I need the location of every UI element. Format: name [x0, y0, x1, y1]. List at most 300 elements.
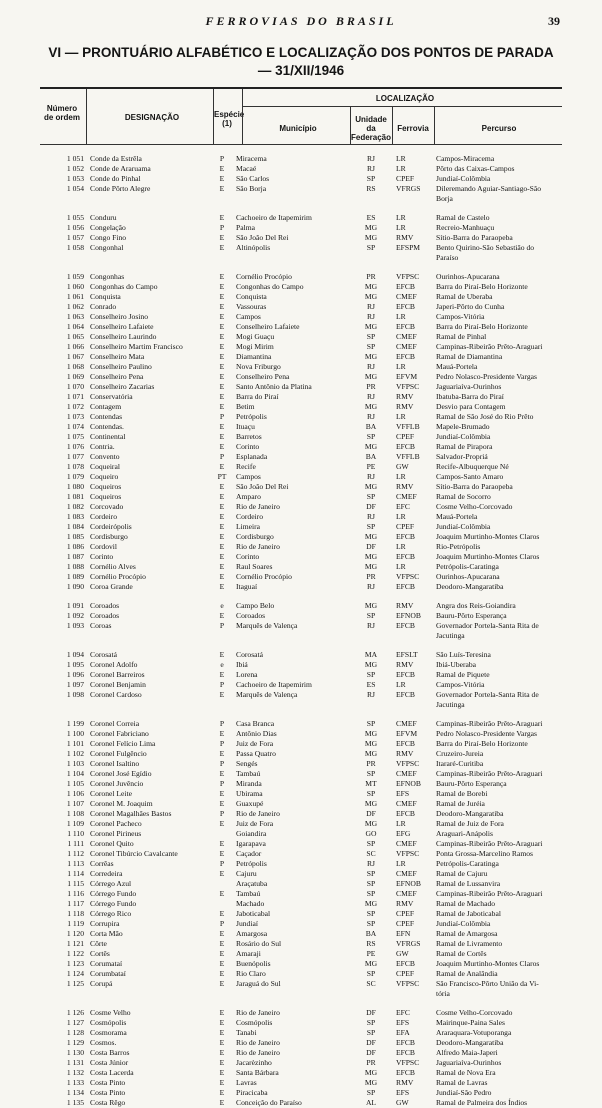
- cell-ferrovia: RMV: [396, 601, 414, 610]
- table-row: [0, 601, 602, 611]
- cell-designacao: Convento: [90, 452, 120, 461]
- cell-municipio: São Borja: [236, 184, 267, 193]
- cell-designacao: Congonhas: [90, 272, 125, 281]
- cell-especie: P: [219, 719, 225, 728]
- cell-numero: 1 061: [66, 292, 84, 301]
- table-row: [0, 769, 602, 779]
- cell-designacao: Conselheiro Martim Francisco: [90, 342, 183, 351]
- cell-especie: E: [219, 522, 225, 531]
- cell-percurso: Petrópolis-Caratinga: [436, 562, 499, 571]
- cell-percurso: Jundiaí-Colômbia: [436, 174, 491, 183]
- cell-municipio: Macaé: [236, 164, 257, 173]
- cell-unidade: SP: [366, 969, 376, 978]
- table-row: [0, 869, 602, 879]
- table-row: [0, 729, 602, 739]
- cell-municipio: Jundiaí: [236, 919, 258, 928]
- cell-designacao: Congonhas do Campo: [90, 282, 158, 291]
- cell-ferrovia: CMEF: [396, 869, 417, 878]
- cell-ferrovia: RMV: [396, 749, 414, 758]
- cell-designacao: Coronel Adolfo: [90, 660, 138, 669]
- cell-numero: 1 111: [67, 839, 84, 848]
- cell-numero: 1 128: [66, 1028, 84, 1037]
- cell-especie: E: [219, 552, 225, 561]
- cell-ferrovia: VFFLB: [396, 422, 420, 431]
- cell-especie: PT: [217, 472, 227, 481]
- cell-numero: 1 117: [67, 899, 84, 908]
- cell-municipio: Ituaçu: [236, 422, 255, 431]
- cell-municipio: São João Del Rei: [236, 482, 289, 491]
- cell-numero: 1 132: [66, 1068, 84, 1077]
- table-row: [0, 759, 602, 769]
- cell-ferrovia: VFPSC: [396, 572, 420, 581]
- cell-percurso: Pedro Nolasco-Presidente Vargas: [436, 729, 537, 738]
- cell-ferrovia: EFS: [396, 1018, 410, 1027]
- cell-unidade: RJ: [366, 312, 376, 321]
- cell-municipio: Congonhas do Campo: [236, 282, 304, 291]
- cell-municipio: Guaxupé: [236, 799, 264, 808]
- cell-percurso: Joaquim Murtinho-Montes Claros: [436, 532, 540, 541]
- cell-municipio: Rosário do Sul: [236, 939, 282, 948]
- cell-percurso: Ramal de Jaboticabal: [436, 909, 501, 918]
- cell-percurso: Bauru-Pôrto Esperança: [436, 779, 507, 788]
- cell-percurso: Paraíso: [436, 253, 459, 262]
- cell-especie: E: [219, 542, 225, 551]
- cell-designacao: Conselheiro Paulino: [90, 362, 152, 371]
- cell-percurso: Ramal de Cortês: [436, 949, 487, 958]
- cell-designacao: Cosmorama: [90, 1028, 127, 1037]
- cell-numero: 1 199: [66, 719, 84, 728]
- cell-percurso: Campinas-Ribeirão Prêto-Araguari: [436, 889, 543, 898]
- cell-percurso: Campinas-Ribeirão Prêto-Araguari: [436, 342, 543, 351]
- table-row: [0, 154, 602, 164]
- cell-especie: P: [219, 452, 225, 461]
- cell-ferrovia: CPEF: [396, 522, 415, 531]
- cell-percurso: Campos-Santo Amaro: [436, 472, 504, 481]
- cell-especie: E: [219, 302, 225, 311]
- cell-designacao: Coronel Benjamin: [90, 680, 146, 689]
- cell-numero: 1 067: [66, 352, 84, 361]
- cell-percurso: São Luís-Teresina: [436, 650, 491, 659]
- cell-unidade: MG: [364, 729, 378, 738]
- cell-ferrovia: GW: [396, 462, 409, 471]
- cell-numero: 1 094: [66, 650, 84, 659]
- table-row: [0, 1008, 602, 1018]
- cell-ferrovia: LR: [396, 213, 406, 222]
- cell-ferrovia: VFRGS: [396, 184, 421, 193]
- cell-ferrovia: EFCB: [396, 739, 415, 748]
- cell-numero: 1 093: [66, 621, 84, 630]
- cell-unidade: MG: [364, 372, 378, 381]
- cell-percurso: Ramal de Lavras: [436, 1078, 488, 1087]
- cell-ferrovia: CMEF: [396, 839, 417, 848]
- cell-municipio: Ibiá: [236, 660, 248, 669]
- cell-percurso: Ramal de Lussanvira: [436, 879, 501, 888]
- table-top-rule: [40, 87, 562, 89]
- cell-municipio: Juiz de Fora: [236, 739, 274, 748]
- cell-numero: 1 080: [66, 482, 84, 491]
- cell-ferrovia: VFPSC: [396, 272, 420, 281]
- cell-unidade: SP: [366, 611, 376, 620]
- cell-especie: E: [219, 1048, 225, 1057]
- cell-especie: e: [220, 660, 224, 669]
- cell-municipio: Cajuru: [236, 869, 257, 878]
- table-row: [0, 502, 602, 512]
- cell-ferrovia: EFCB: [396, 670, 415, 679]
- cell-percurso: Jacutinga: [436, 631, 465, 640]
- table-row: [0, 522, 602, 532]
- cell-numero: 1 086: [66, 542, 84, 551]
- cell-designacao: Corrupira: [90, 919, 120, 928]
- table-row: [0, 859, 602, 869]
- cell-designacao: Corumataí: [90, 959, 123, 968]
- cell-unidade: PR: [366, 272, 376, 281]
- cell-percurso: Pedro Nolasco-Presidente Vargas: [436, 372, 537, 381]
- cell-unidade: RJ: [366, 512, 376, 521]
- cell-especie: E: [219, 690, 225, 699]
- cell-designacao: Corrêas: [90, 859, 114, 868]
- cell-municipio: São Carlos: [236, 174, 270, 183]
- cell-numero: 1 122: [66, 949, 84, 958]
- cell-designacao: Cordeirópolis: [90, 522, 132, 531]
- table-row: [0, 739, 602, 749]
- cell-especie: E: [219, 532, 225, 541]
- cell-especie: E: [219, 233, 225, 242]
- cell-especie: E: [219, 432, 225, 441]
- cell-numero: 1 081: [66, 492, 84, 501]
- table-row: [0, 362, 602, 372]
- cell-designacao: Conde da Estrêla: [90, 154, 142, 163]
- cell-designacao: Contria.: [90, 442, 115, 451]
- cell-unidade: GO: [365, 829, 377, 838]
- table-row: [0, 1028, 602, 1038]
- header-ferrovia: Ferrovia: [397, 124, 429, 133]
- table-row: [0, 1078, 602, 1088]
- cell-numero: 1 054: [66, 184, 84, 193]
- cell-designacao: Córrego Rico: [90, 909, 132, 918]
- cell-designacao: Coronel Pacheco: [90, 819, 142, 828]
- cell-designacao: Conde de Araruama: [90, 164, 151, 173]
- cell-municipio: Juiz de Fora: [236, 819, 274, 828]
- cell-designacao: Cosmos.: [90, 1038, 117, 1047]
- cell-designacao: Coronel José Egídio: [90, 769, 152, 778]
- cell-municipio: Miranda: [236, 779, 262, 788]
- cell-designacao: Coronel Correia: [90, 719, 140, 728]
- cell-percurso: Ramal de Juréia: [436, 799, 485, 808]
- divider: [392, 106, 393, 144]
- cell-unidade: SP: [366, 869, 376, 878]
- cell-percurso: Japeri-Pôrto do Cunha: [436, 302, 505, 311]
- cell-especie: E: [219, 482, 225, 491]
- cell-unidade: MG: [364, 1068, 378, 1077]
- cell-especie: E: [219, 332, 225, 341]
- cell-percurso: Mauá-Portela: [436, 362, 478, 371]
- cell-especie: E: [219, 1028, 225, 1037]
- table-row: [0, 422, 602, 432]
- cell-designacao: Conselheiro Lafaiete: [90, 322, 154, 331]
- cell-percurso: Ramal de Machado: [436, 899, 496, 908]
- table-row: [0, 532, 602, 542]
- cell-numero: 1 062: [66, 302, 84, 311]
- cell-unidade: RJ: [366, 690, 376, 699]
- cell-ferrovia: VFPSC: [396, 759, 420, 768]
- cell-percurso: Governador Portela-Santa Rita de: [436, 690, 539, 699]
- table-row: [0, 482, 602, 492]
- cell-ferrovia: EFNOB: [396, 779, 421, 788]
- cell-percurso: São Francisco-Pôrto União da Vi-: [436, 979, 539, 988]
- cell-percurso: Jundiaí-Colômbia: [436, 432, 491, 441]
- cell-ferrovia: EFS: [396, 789, 410, 798]
- cell-municipio: Cordisburgo: [236, 532, 274, 541]
- cell-percurso: Ponta Grossa-Marcelino Ramos: [436, 849, 534, 858]
- table-row: [0, 1038, 602, 1048]
- cell-numero: 1 068: [66, 362, 84, 371]
- table-row: [0, 670, 602, 680]
- table-row: [0, 462, 602, 472]
- table-row: [0, 1058, 602, 1068]
- table-row: [0, 1098, 602, 1108]
- header-especie: Espécie (1): [214, 110, 245, 128]
- cell-unidade: SC: [366, 979, 376, 988]
- cell-unidade: SP: [366, 1018, 376, 1027]
- cell-especie: P: [219, 809, 225, 818]
- cell-designacao: Coqueiral: [90, 462, 120, 471]
- cell-designacao: Coqueiro: [90, 472, 119, 481]
- cell-especie: E: [219, 1038, 225, 1047]
- cell-especie: P: [219, 621, 225, 630]
- cell-numero: 1 070: [66, 382, 84, 391]
- cell-ferrovia: EFCB: [396, 532, 415, 541]
- cell-percurso: Sítio-Barra do Paraopeba: [436, 233, 513, 242]
- cell-designacao: Coroados: [90, 601, 120, 610]
- cell-percurso: Ramal de Uberaba: [436, 292, 493, 301]
- cell-municipio: Recife: [236, 462, 256, 471]
- cell-unidade: MG: [364, 442, 378, 451]
- cell-unidade: SP: [366, 1028, 376, 1037]
- cell-ferrovia: LR: [396, 154, 406, 163]
- cell-designacao: Continental: [90, 432, 126, 441]
- cell-percurso: Ramal de Castelo: [436, 213, 490, 222]
- cell-designacao: Cosmópolis: [90, 1018, 127, 1027]
- cell-ferrovia: EFCB: [396, 1038, 415, 1047]
- cell-municipio: Palma: [236, 223, 255, 232]
- header-municipio: Município: [279, 124, 317, 133]
- cell-especie: E: [219, 939, 225, 948]
- cell-numero: 1 064: [66, 322, 84, 331]
- cell-numero: 1 110: [67, 829, 84, 838]
- cell-unidade: RJ: [366, 164, 376, 173]
- cell-designacao: Cornélio Procópio: [90, 572, 146, 581]
- cell-especie: E: [219, 869, 225, 878]
- table-row: [0, 719, 602, 729]
- cell-designacao: Cosme Velho: [90, 1008, 131, 1017]
- cell-numero: 1 123: [66, 959, 84, 968]
- cell-unidade: MG: [364, 1078, 378, 1087]
- cell-unidade: SP: [366, 789, 376, 798]
- cell-numero: 1 113: [67, 859, 84, 868]
- cell-especie: P: [219, 680, 225, 689]
- cell-percurso: Ramal de Analândia: [436, 969, 498, 978]
- cell-unidade: MG: [364, 292, 378, 301]
- cell-especie: E: [219, 352, 225, 361]
- cell-unidade: SP: [366, 174, 376, 183]
- table-row: [0, 442, 602, 452]
- cell-numero: 1 127: [66, 1018, 84, 1027]
- cell-municipio: Cachoeiro de Itapemirim: [236, 213, 312, 222]
- cell-ferrovia: RMV: [396, 660, 414, 669]
- header-localizacao: LOCALIZAÇÃO: [375, 94, 435, 103]
- cell-unidade: MG: [364, 660, 378, 669]
- cell-unidade: PE: [366, 949, 376, 958]
- table-row: [0, 562, 602, 572]
- cell-percurso: Salvador-Propriá: [436, 452, 488, 461]
- cell-unidade: RJ: [366, 302, 376, 311]
- cell-numero: 1 088: [66, 562, 84, 571]
- cell-ferrovia: EFCB: [396, 322, 415, 331]
- cell-municipio: Itaguaí: [236, 582, 258, 591]
- cell-especie: E: [219, 1008, 225, 1017]
- table-row: [0, 174, 602, 184]
- cell-percurso: Angra dos Reis-Goiandira: [436, 601, 516, 610]
- cell-ferrovia: EFCB: [396, 352, 415, 361]
- cell-municipio: Igarapava: [236, 839, 266, 848]
- cell-designacao: Corosatá: [90, 650, 117, 659]
- cell-ferrovia: EFSPM: [396, 243, 421, 252]
- cell-municipio: Rio de Janeiro: [236, 1038, 280, 1047]
- cell-numero: 1 060: [66, 282, 84, 291]
- cell-numero: 1 085: [66, 532, 84, 541]
- table-row: [0, 829, 602, 839]
- cell-numero: 1 126: [66, 1008, 84, 1017]
- cell-especie: E: [219, 462, 225, 471]
- cell-designacao: Coqueiros: [90, 492, 122, 501]
- table-row: [0, 949, 602, 959]
- cell-ferrovia: EFCB: [396, 282, 415, 291]
- cell-numero: 1 052: [66, 164, 84, 173]
- table-row: [0, 164, 602, 174]
- cell-especie: E: [219, 292, 225, 301]
- cell-municipio: Jacarèzinho: [236, 1058, 272, 1067]
- cell-designacao: Cordisburgo: [90, 532, 128, 541]
- table-row: [0, 989, 602, 999]
- cell-ferrovia: GW: [396, 1098, 409, 1107]
- table-row: [0, 233, 602, 243]
- cell-unidade: MG: [364, 402, 378, 411]
- cell-ferrovia: EFG: [396, 829, 411, 838]
- cell-designacao: Cordovil: [90, 542, 118, 551]
- cell-percurso: Araguari-Anápolis: [436, 829, 493, 838]
- cell-numero: 1 097: [66, 680, 84, 689]
- cell-municipio: Diamantina: [236, 352, 272, 361]
- cell-percurso: Campinas-Ribeirão Prêto-Araguari: [436, 719, 543, 728]
- cell-percurso: Ramal de Pirapora: [436, 442, 493, 451]
- cell-percurso: Petrópolis-Caratinga: [436, 859, 499, 868]
- cell-especie: E: [219, 572, 225, 581]
- cell-especie: E: [219, 969, 225, 978]
- cell-especie: E: [219, 582, 225, 591]
- cell-unidade: MG: [364, 739, 378, 748]
- cell-unidade: SP: [366, 839, 376, 848]
- cell-especie: P: [219, 739, 225, 748]
- table-row: [0, 959, 602, 969]
- cell-unidade: MG: [364, 532, 378, 541]
- cell-numero: 1 078: [66, 462, 84, 471]
- cell-especie: E: [219, 442, 225, 451]
- cell-percurso: Campos-Vitória: [436, 312, 485, 321]
- cell-ferrovia: CMEF: [396, 769, 417, 778]
- cell-unidade: RJ: [366, 859, 376, 868]
- cell-numero: 1 107: [66, 799, 84, 808]
- cell-ferrovia: EFCB: [396, 442, 415, 451]
- cell-numero: 1 101: [66, 739, 84, 748]
- cell-designacao: Cordeiro: [90, 512, 117, 521]
- cell-especie: P: [219, 779, 225, 788]
- cell-numero: 1 092: [66, 611, 84, 620]
- cell-percurso: Joaquim Murtinho-Montes Claros: [436, 552, 540, 561]
- cell-designacao: Coronel Juvêncio: [90, 779, 144, 788]
- cell-municipio: Tanabi: [236, 1028, 257, 1037]
- cell-ferrovia: EFNOB: [396, 879, 421, 888]
- cell-especie: E: [219, 512, 225, 521]
- cell-percurso: Ramal de Livramento: [436, 939, 503, 948]
- cell-unidade: PR: [366, 1058, 376, 1067]
- cell-unidade: PR: [366, 572, 376, 581]
- heading-line-2: — 31/XII/1946: [257, 63, 345, 78]
- cell-ferrovia: RMV: [396, 482, 414, 491]
- cell-unidade: DF: [366, 502, 376, 511]
- cell-numero: 1 135: [66, 1098, 84, 1107]
- cell-numero: 1 124: [66, 969, 84, 978]
- cell-designacao: Coronel Pirineus: [90, 829, 142, 838]
- heading-line-1: VI — PRONTUÁRIO ALFABÉTICO E LOCALIZAÇÃO DOS PONTOS DE PARADA: [48, 45, 554, 60]
- cell-percurso: Cosme Velho-Corcovado: [436, 1008, 513, 1017]
- cell-numero: 1 109: [66, 819, 84, 828]
- cell-ferrovia: LR: [396, 542, 406, 551]
- cell-municipio: Conceição do Paraíso: [236, 1098, 302, 1107]
- cell-unidade: MG: [364, 552, 378, 561]
- cell-numero: 1 114: [67, 869, 84, 878]
- cell-municipio: Tambaú: [236, 889, 261, 898]
- cell-especie: E: [219, 562, 225, 571]
- cell-numero: 1 072: [66, 402, 84, 411]
- table-row: [0, 282, 602, 292]
- cell-especie: E: [219, 979, 225, 988]
- cell-percurso: Borja: [436, 194, 453, 203]
- cell-especie: E: [219, 1098, 225, 1107]
- cell-municipio: Altinópolis: [236, 243, 271, 252]
- cell-numero: 1 125: [66, 979, 84, 988]
- cell-ferrovia: EFCB: [396, 690, 415, 699]
- cell-unidade: MG: [364, 282, 378, 291]
- divider: [86, 89, 87, 144]
- table-row: [0, 1088, 602, 1098]
- cell-ferrovia: EFVM: [396, 372, 418, 381]
- cell-especie: P: [219, 412, 225, 421]
- cell-unidade: RS: [366, 184, 376, 193]
- cell-ferrovia: EFN: [396, 929, 411, 938]
- cell-designacao: Conselheiro Pena: [90, 372, 144, 381]
- cell-unidade: BA: [365, 929, 377, 938]
- cell-ferrovia: CMEF: [396, 342, 417, 351]
- table-row: [0, 909, 602, 919]
- cell-designacao: Costa Pinto: [90, 1078, 126, 1087]
- running-head: [0, 14, 602, 30]
- cell-numero: 1 103: [66, 759, 84, 768]
- cell-unidade: RJ: [366, 392, 376, 401]
- cell-percurso: Ramal de Amargosa: [436, 929, 498, 938]
- cell-ferrovia: RMV: [396, 402, 414, 411]
- cell-designacao: Corupá: [90, 979, 113, 988]
- cell-designacao: Coroados: [90, 611, 120, 620]
